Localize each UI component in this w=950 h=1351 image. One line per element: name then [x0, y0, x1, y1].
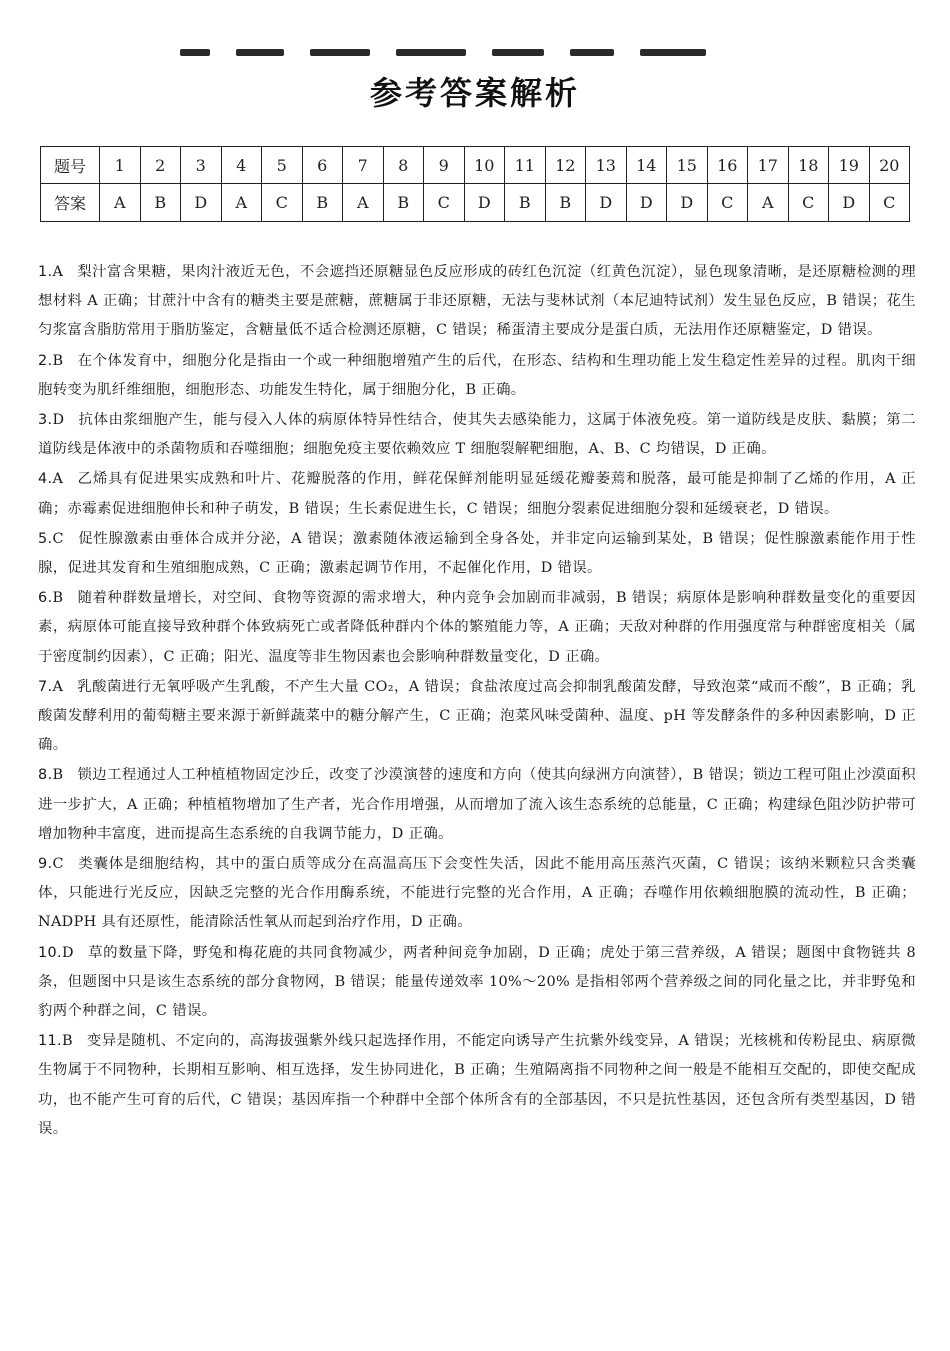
item-answer: A	[52, 264, 64, 280]
answer-cell: C	[788, 184, 829, 222]
item-number: 2.	[38, 352, 53, 369]
item-answer: B	[52, 590, 64, 607]
question-number-cell: 9	[424, 147, 465, 184]
item-number: 11.	[38, 1033, 62, 1050]
explanation-item	[38, 525, 916, 583]
answer-cell: C	[869, 184, 910, 222]
item-answer: C	[52, 530, 64, 547]
item-answer: B	[52, 352, 64, 369]
item-number: 4.	[38, 471, 53, 488]
answer-cell: B	[545, 184, 586, 222]
answer-row	[41, 184, 910, 222]
item-answer: D	[61, 944, 74, 961]
question-number-cell: 3	[181, 147, 222, 184]
answer-cell: D	[667, 184, 708, 222]
item-text: 乙烯具有促进果实成熟和叶片、花瓣脱落的作用，鲜花保鲜剂能明显延缓花瓣萎蔫和脱落，最可能是抑制了乙烯的作用，A 正确；赤霉素促进细胞伸长和种子萌发，B 错误；生长素促进生长，C 错误；细胞分裂素促进细胞分裂和延缓衰老，D 错误。	[38, 471, 916, 517]
item-answer: A	[52, 471, 64, 488]
item-number: 3.	[38, 412, 53, 429]
explanation-list	[38, 258, 916, 1145]
item-answer: A	[52, 678, 64, 695]
answer-cell: A	[221, 184, 262, 222]
item-text: 乳酸菌进行无氧呼吸产生乳酸，不产生大量 CO₂，A 错误；食盐浓度过高会抑制乳酸菌发酵，导致泡菜“咸而不酸”，B 正确；乳酸菌发酵利用的葡萄糖主要来源于新鲜蔬菜中的糖分解产生，C 正确；泡菜风味受菌种、温度、pH 等发酵条件的多种因素影响，D 正确。	[38, 678, 916, 754]
answer-cell: D	[586, 184, 627, 222]
item-text: 变异是随机、不定向的，高海拔强紫外线只起选择作用，不能定向诱导产生抗紫外线变异，A 错误；光核桃和传粉昆虫、病原微生物属于不同物种，长期相互影响、相互选择，发生协同进化，B 正确；生殖隔离指不同物种之间一般是不能相互交配的，即使交配成功，也不能产生可育的后代，C 错误；基因库指一个种群中全部个体所含有的全部基因，不只是抗性基因，还包含所有类型基因，D 错误。	[38, 1033, 916, 1137]
explanation-item	[38, 347, 916, 405]
item-number: 1.	[38, 264, 53, 280]
answer-cell: B	[383, 184, 424, 222]
explanation-item	[38, 850, 916, 938]
explanation-item	[38, 406, 916, 464]
item-text: 在个体发育中，细胞分化是指由一个或一种细胞增殖产生的后代，在形态、结构和生理功能上发生稳定性差异的过程。肌肉干细胞转变为肌纤维细胞，细胞形态、功能发生特化，属于细胞分化，B 正确。	[38, 352, 916, 398]
question-number-cell: 1	[100, 147, 141, 184]
item-text: 梨汁富含果糖，果肉汁液近无色，不会遮挡还原糖显色反应形成的砖红色沉淀（红黄色沉淀），显色现象清晰，是还原糖检测的理想材料 A 正确；甘蔗汁中含有的糖类主要是蔗糖，蔗糖属于非还原糖，无法与斐林试剂（本尼迪特试剂）发生显色反应，B 错误；花生匀浆富含脂肪常用于脂肪鉴定，含糖量低不适合检测还原糖，C 错误；稀蛋清主要成分是蛋白质，无法用作还原糖鉴定，D 错误。	[38, 264, 916, 339]
question-number-cell: 6	[302, 147, 343, 184]
answer-cell: B	[302, 184, 343, 222]
question-number-row	[41, 147, 910, 184]
answer-cell: B	[505, 184, 546, 222]
answer-cell: B	[140, 184, 181, 222]
answer-table	[40, 146, 910, 222]
item-answer: D	[52, 412, 65, 429]
page-title: 参考答案解析	[369, 74, 580, 112]
item-number: 9.	[38, 856, 53, 873]
item-text: 随着种群数量增长，对空间、食物等资源的需求增大，种内竞争会加剧而非减弱，B 错误；病原体是影响种群数量变化的重要因素，病原体可能直接导致种群个体致病死亡或者降低种群内个体的繁殖能力等，A 正确；天敌对种群的作用强度常与种群密度相关（属于密度制约因素），C 正确；阳光、温度等非生物因素也会影响种群数量变化，D 正确。	[38, 590, 916, 665]
answer-cell: A	[343, 184, 384, 222]
item-answer: B	[52, 767, 64, 784]
explanation-item	[38, 465, 916, 523]
item-text: 类囊体是细胞结构，其中的蛋白质等成分在高温高压下会变性失活，因此不能用高压蒸汽灭菌，C 错误；该纳米颗粒只含类囊体，只能进行光反应，因缺乏完整的光合作用酶系统，不能进行完整的光合作用，A 正确；吞噬作用依赖细胞膜的流动性，B 正确；NADPH 具有还原性，能清除活性氧从而起到治疗作用，D 正确。	[38, 856, 916, 931]
answer-cell: A	[748, 184, 789, 222]
question-number-cell: 8	[383, 147, 424, 184]
answer-cell: D	[464, 184, 505, 222]
question-number-cell: 11	[505, 147, 546, 184]
item-answer: C	[52, 856, 64, 873]
question-number-cell: 20	[869, 147, 910, 184]
item-number: 6.	[38, 590, 53, 607]
explanation-item	[38, 939, 916, 1027]
item-text: 锁边工程通过人工种植植物固定沙丘，改变了沙漠演替的速度和方向（使其向绿洲方向演替），B 错误；锁边工程可阻止沙漠面积进一步扩大，A 正确；种植植物增加了生产者，光合作用增强，从而增加了流入该生态系统的总能量，C 正确；构建绿色阻沙防护带可增加物种丰富度，进而提高生态系统的自我调节能力，D 正确。	[38, 767, 916, 842]
question-number-cell: 16	[707, 147, 748, 184]
item-number: 8.	[38, 767, 53, 784]
explanation-item	[38, 258, 916, 346]
question-number-cell: 19	[829, 147, 870, 184]
question-number-cell: 18	[788, 147, 829, 184]
item-text: 草的数量下降，野兔和梅花鹿的共同食物减少，两者种间竞争加剧，D 正确；虎处于第三营养级，A 错误；题图中食物链共 8 条，但题图中只是该生态系统的部分食物网，B 错误；能量传递效率 10%～20% 是指相邻两个营养级之间的同化量之比，并非野兔和豹两个种群之间，C 错误。	[38, 944, 916, 1020]
question-number-cell: 7	[343, 147, 384, 184]
answer-cell: C	[424, 184, 465, 222]
explanation-item	[38, 673, 916, 761]
question-number-cell: 12	[545, 147, 586, 184]
explanation-item	[38, 761, 916, 849]
answer-cell: D	[829, 184, 870, 222]
answer-cell: C	[262, 184, 303, 222]
cropped-header-strip	[180, 40, 770, 58]
question-number-cell: 5	[262, 147, 303, 184]
question-number-cell: 10	[464, 147, 505, 184]
answer-cell: D	[626, 184, 667, 222]
question-number-cell: 14	[626, 147, 667, 184]
question-number-cell: 4	[221, 147, 262, 184]
item-text: 抗体由浆细胞产生，能与侵入人体的病原体特异性结合，使其失去感染能力，这属于体液免疫。第一道防线是皮肤、黏膜；第二道防线是体液中的杀菌物质和吞噬细胞；细胞免疫主要依赖效应 T 细胞裂解靶细胞，A、B、C 均错误，D 正确。	[38, 412, 916, 458]
question-number-cell: 2	[140, 147, 181, 184]
answer-header: 答案	[41, 184, 100, 222]
item-number: 5.	[38, 530, 53, 547]
item-number: 10.	[38, 944, 62, 961]
explanation-item	[38, 584, 916, 672]
question-number-header: 题号	[41, 147, 100, 184]
item-text: 促性腺激素由垂体合成并分泌，A 错误；激素随体液运输到全身各处，并非定向运输到某处，B 错误；促性腺激素能作用于性腺，促进其发育和生殖细胞成熟，C 正确；激素起调节作用，不起催化作用，D 错误。	[38, 530, 916, 577]
answer-cell: D	[181, 184, 222, 222]
explanation-item	[38, 1027, 916, 1144]
answer-cell: A	[100, 184, 141, 222]
answer-cell: C	[707, 184, 748, 222]
item-answer: B	[61, 1033, 73, 1050]
item-number: 7.	[38, 678, 53, 695]
question-number-cell: 15	[667, 147, 708, 184]
question-number-cell: 17	[748, 147, 789, 184]
question-number-cell: 13	[586, 147, 627, 184]
